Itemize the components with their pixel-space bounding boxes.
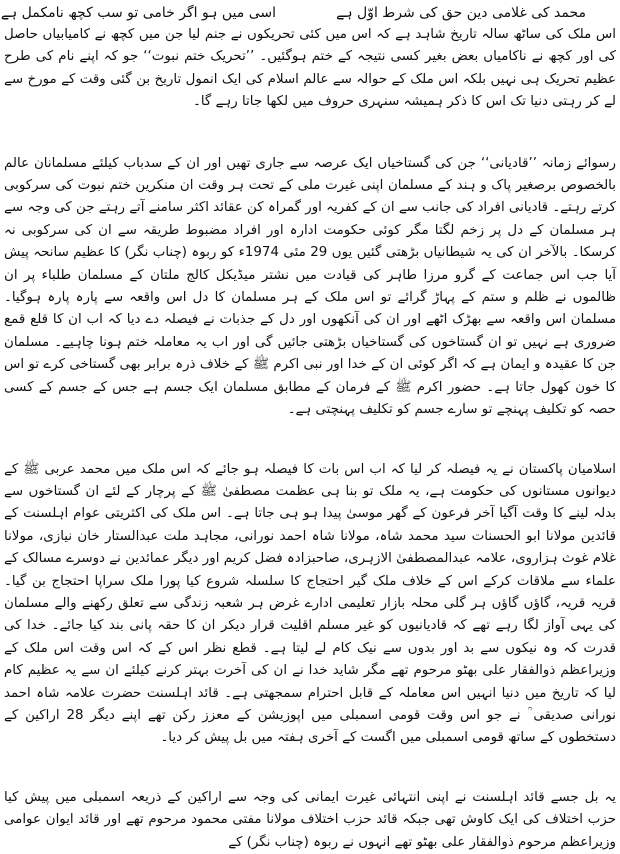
paragraph-bill: یہ بل جسے قائد اہلسنت نے اپنی انتہائی غیرت ایمانی کی وجہ سے اراکین کے ذریعہ اسمبلی میں پیش کیا حزب اختلاف کی ایک کاوش تھی جبکہ قائد حزب اختلاف مولانا مفتی محمود مرحوم تھے اور قائد ایوان عوامی وزیراعظم مرحوم ذوالفقار علی بھٹو تھے انہوں نے ربوہ (چناب نگر) کے [4, 789, 616, 850]
verse-line-first: محمد کی غلامی دین حق کی شرط اوّل ہے [336, 5, 586, 21]
paragraph-qadiani: رسوائے زمانہ ’’قادیانی‘‘ جن کی گستاخیاں ایک عرصہ سے جاری تھیں اور ان کے سدباب کیلئے مسلمانان عالم بالخصوص برصغیر پاک و ہند کے مسلمان اپنی غیرت ملی کے تحت ہر وقت ان منکرین ختم نبوت کی سرکوبی کرتے رہتے۔ قادیانی افراد کی جانب سے ان کے کفریہ اور گمراہ کن عقائد اکثر سامنے آتے رہتے جن کی وجہ سے ہر مسلمان کے دل پر زخم لگتا مگر کوئی حکومت ادارہ اور افراد مضبوط طریقہ سے ان کی سرکوبی نہ کرسکا۔ بالآخر ان کی یہ شیطانیاں بڑھتی گئیں یوں 29 مئی 1974ء کو ربوہ (چناب نگر) کا عظیم سانحہ پیش آیا جب اس جماعت کے گرو مرزا طاہر کی قیادت میں نشتر میڈیکل کالج ملتان کے مسلمان طلباء پر ان ظالموں نے ظلم و ستم کے پہاڑ گرائے تو اس ملک کے ہر مسلمان کا دل اس واقعہ سے پارہ پارہ ہوگیا۔ مسلمان اس واقعہ سے بھڑک اٹھے اور ان کی آنکھوں اور دل کے جذبات نے فیصلہ دے دیا کہ اب ان کا قلع قمع ضروری ہے نہیں تو ان گستاخوں کی گستاخیاں بڑھتی جائیں گی اور اب یہ معاملہ ختم ہونا چاہیے۔ مسلمان جن کا عقیدہ و ایمان ہے کہ اگر کوئی ان کے خدا اور نبی اکرم ﷺ کے خلاف ذرہ برابر بھی گستاخی کرے تو اس کا خون کھول جاتا ہے۔ حضور اکرم ﷺ کے فرمان کے مطابق مسلمان ایک جسم ہے جس کے جسم کے کسی حصہ کو تکلیف پہنچے تو سارے جسم کو تکلیف پہنچتی ہے۔ [4, 155, 616, 418]
paragraph-intro: اس ملک کی ساٹھ سالہ تاریخ شاہد ہے کہ اس میں کئی تحریکوں نے جنم لیا جن میں کچھ نے کامیابیاں حاصل کی اور کچھ نے ناکامیاں بعض بغیر کسی نتیجہ کے ختم ہوگئیں۔ ’’تحریک ختم نبوت‘‘ جو کہ اپنے نام کی طرح عظیم تحریک ہی نہیں بلکہ اس ملک کے حوالہ سے عالم اسلام کی ایک انمول تاریخ بن گئی وقت کے مورخ سے لے کر رہتی دنیا تک اس کا ذکر ہمیشہ سنہری حروف میں لکھا جاتا رہے گا۔ [4, 27, 616, 110]
verse-line-second: اسی میں ہو اگر خامی تو سب کچھ نامکمل ہے [0, 5, 276, 21]
paragraph-pakistan: اسلامیان پاکستان نے یہ فیصلہ کر لیا کہ اب اس بات کا فیصلہ ہو جائے کہ اس ملک میں محمد عربی ﷺ کے دیوانوں مستانوں کی حکومت ہے، یہ ملک تو بنا ہی عظمت مصطفیٰ ﷺ کے پرچار کے لئے ان گستاخوں سے بدلہ لینے کا وقت آگیا آخر فرعون کے گھر موسیٰ پیدا ہو ہی جاتا ہے۔ اس ملک کی اکثریتی عوام اہلسنت کے قائدین مولانا ابو الحسنات سید محمد شاہ، مولانا شاہ احمد نورانی، مجاہد ملت عبدالستار خان نیازی، مولانا غلام غوث ہزاروی، علامہ عبدالمصطفیٰ الازہری، صاحبزادہ فضل کریم اور دیگر عمائدین نے دوسرے مسالک کے علماء سے ملاقات کرکے اس کے خلاف ملک گیر احتجاج کا سلسلہ شروع کیا پورا ملک سراپا احتجاج بن گیا۔ قریہ قریہ، گاؤں گاؤں ہر گلی محلہ بازار تعلیمی ادارے غرض ہر شعبہ زندگی سے تعلق رکھنے والے مسلمان کی یہی آواز لگا رہے تھے کہ قادیانیوں کو غیر مسلم اقلیت قرار دیکر ان کا حقہ پانی بند کیا جائے۔ خدا کی قدرت کہ وہ نیکوں سے بد اور بدوں سے نیک کام لے لیتا ہے۔ قطع نظر اس کے کہ اس وقت اس ملک کے وزیراعظم ذوالفقار علی بھٹو مرحوم تھے مگر شاید خدا نے ان کی آخرت بہتر کرنے کیلئے ان سے یہ عظیم کام لیا کہ تاریخ میں دنیا انہیں اس معاملہ کے قابل احترام سمجھتی ہے۔ قائد اہلسنت حضرت علامہ شاہ احمد نورانی صدیقی ؒ نے جو اس وقت قومی اسمبلی میں اپوزیشن کے معزز رکن تھے اپنے دیگر 28 اراکین کے دستخطوں کے ساتھ قومی اسمبلی میں اگست کے آخری ہفتہ میں بل پیش کر دیا۔ [4, 461, 616, 746]
document-page [0, 2, 616, 850]
opening-verse [0, 2, 616, 24]
